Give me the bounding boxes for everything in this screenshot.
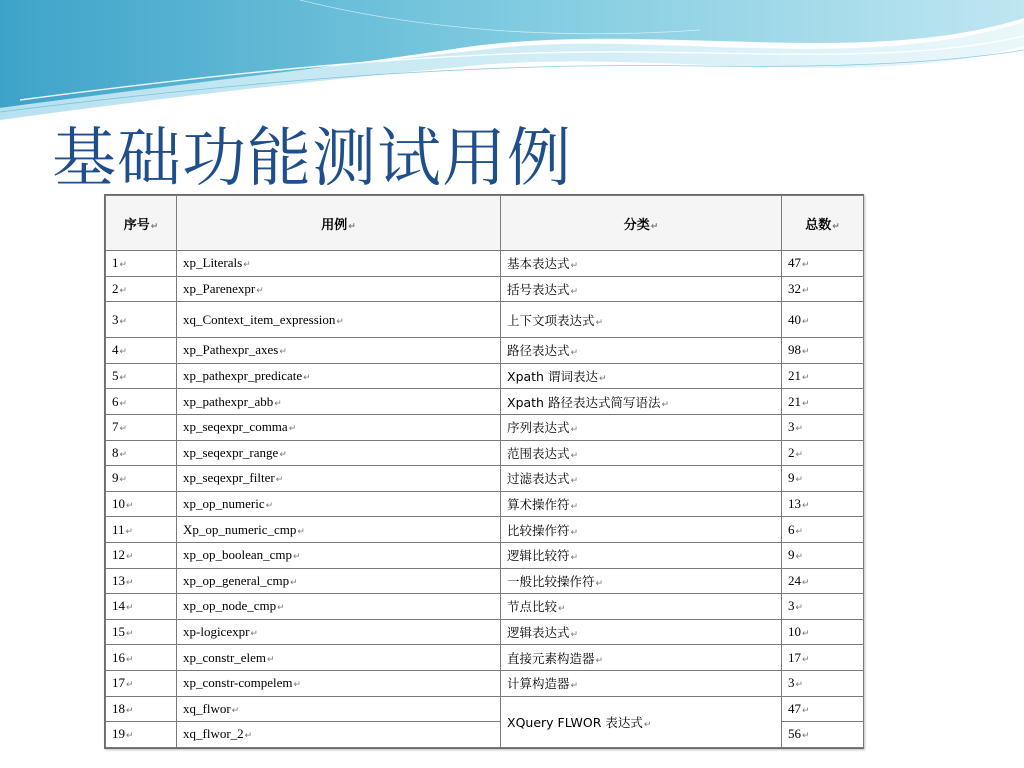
header-category: 分类↵ (501, 196, 782, 251)
row-case: xp_seqexpr_range↵ (177, 440, 501, 466)
row-index: 4↵ (106, 338, 177, 364)
row-total: 24↵ (782, 568, 864, 594)
row-case: xp_pathexpr_predicate↵ (177, 363, 501, 389)
table-row (106, 594, 864, 620)
row-index: 16↵ (106, 645, 177, 671)
row-index: 18↵ (106, 696, 177, 722)
row-case: xp_op_general_cmp↵ (177, 568, 501, 594)
table-row (106, 466, 864, 492)
row-total: 47↵ (782, 251, 864, 277)
table-row (106, 568, 864, 594)
row-index: 1↵ (106, 251, 177, 277)
row-index: 5↵ (106, 363, 177, 389)
row-case: xq_Context_item_expression↵ (177, 302, 501, 338)
table-row (106, 517, 864, 543)
row-total: 98↵ (782, 338, 864, 364)
row-index: 2↵ (106, 276, 177, 302)
table-row (106, 302, 864, 338)
table-row (106, 338, 864, 364)
row-index: 15↵ (106, 619, 177, 645)
table-row (106, 696, 864, 722)
row-total: 3↵ (782, 594, 864, 620)
table-row (106, 276, 864, 302)
row-category: 计算构造器↵ (501, 670, 782, 696)
table-row (106, 414, 864, 440)
row-category: 算术操作符↵ (501, 491, 782, 517)
row-category: 比较操作符↵ (501, 517, 782, 543)
row-category: 上下文项表达式↵ (501, 302, 782, 338)
row-total: 2↵ (782, 440, 864, 466)
row-category: 范围表达式↵ (501, 440, 782, 466)
row-category: Xpath 路径表达式简写语法↵ (501, 389, 782, 415)
row-case: xp_pathexpr_abb↵ (177, 389, 501, 415)
row-total: 17↵ (782, 645, 864, 671)
table-row (106, 542, 864, 568)
row-total: 56↵ (782, 722, 864, 748)
row-total: 21↵ (782, 363, 864, 389)
row-total: 47↵ (782, 696, 864, 722)
paragraph-marks-column (861, 205, 867, 765)
row-total: 3↵ (782, 414, 864, 440)
row-total: 6↵ (782, 517, 864, 543)
row-category: 基本表达式↵ (501, 251, 782, 277)
row-total: 3↵ (782, 670, 864, 696)
row-case: xp_constr_elem↵ (177, 645, 501, 671)
table-row (106, 491, 864, 517)
row-case: xp_seqexpr_comma↵ (177, 414, 501, 440)
table-row (106, 440, 864, 466)
row-total: 40↵ (782, 302, 864, 338)
header-wave-banner (0, 0, 1024, 120)
row-category: 序列表达式↵ (501, 414, 782, 440)
row-category: 路径表达式↵ (501, 338, 782, 364)
header-case: 用例↵ (177, 196, 501, 251)
row-case: xp_op_boolean_cmp↵ (177, 542, 501, 568)
row-category: XQuery FLWOR 表达式↵ (501, 696, 782, 747)
row-category: 逻辑表达式↵ (501, 619, 782, 645)
row-case: xp_Pathexpr_axes↵ (177, 338, 501, 364)
row-category: 一般比较操作符↵ (501, 568, 782, 594)
row-index: 12↵ (106, 542, 177, 568)
row-total: 9↵ (782, 542, 864, 568)
row-total: 10↵ (782, 619, 864, 645)
table-row (106, 251, 864, 277)
table-header-row (106, 196, 864, 251)
row-index: 9↵ (106, 466, 177, 492)
row-category: Xpath 谓词表达↵ (501, 363, 782, 389)
row-total: 32↵ (782, 276, 864, 302)
table-row (106, 670, 864, 696)
table-row (106, 389, 864, 415)
row-case: xp_constr-compelem↵ (177, 670, 501, 696)
table-row (106, 619, 864, 645)
row-total: 9↵ (782, 466, 864, 492)
row-index: 10↵ (106, 491, 177, 517)
row-index: 17↵ (106, 670, 177, 696)
row-total: 21↵ (782, 389, 864, 415)
table-row (106, 645, 864, 671)
row-index: 19↵ (106, 722, 177, 748)
row-category: 过滤表达式↵ (501, 466, 782, 492)
row-category: 括号表达式↵ (501, 276, 782, 302)
row-case: xp-logicexpr↵ (177, 619, 501, 645)
row-index: 13↵ (106, 568, 177, 594)
row-case: xp_Literals↵ (177, 251, 501, 277)
row-category: 逻辑比较符↵ (501, 542, 782, 568)
page-title: 基础功能测试用例 (52, 122, 572, 196)
header-total: 总数↵ (782, 196, 864, 251)
row-index: 14↵ (106, 594, 177, 620)
test-case-table (104, 194, 864, 749)
row-case: xq_flwor↵ (177, 696, 501, 722)
row-case: xp_op_numeric↵ (177, 491, 501, 517)
row-index: 8↵ (106, 440, 177, 466)
row-index: 3↵ (106, 302, 177, 338)
header-index: 序号↵ (106, 196, 177, 251)
table-row (106, 363, 864, 389)
row-category: 节点比较↵ (501, 594, 782, 620)
row-index: 11↵ (106, 517, 177, 543)
row-case: Xp_op_numeric_cmp↵ (177, 517, 501, 543)
row-total: 13↵ (782, 491, 864, 517)
row-case: xp_Parenexpr↵ (177, 276, 501, 302)
row-case: xq_flwor_2↵ (177, 722, 501, 748)
row-index: 7↵ (106, 414, 177, 440)
row-case: xp_seqexpr_filter↵ (177, 466, 501, 492)
row-index: 6↵ (106, 389, 177, 415)
row-category: 直接元素构造器↵ (501, 645, 782, 671)
row-case: xp_op_node_cmp↵ (177, 594, 501, 620)
